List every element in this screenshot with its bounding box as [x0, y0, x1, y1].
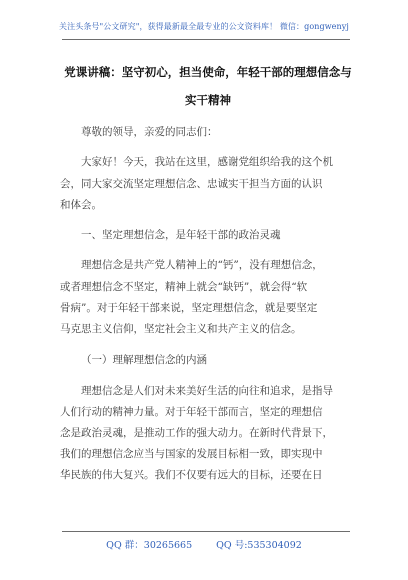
- footer-qq-number: QQ 号:535304092: [216, 540, 302, 551]
- subsection-heading-1: （一）理解理想信念的内涵: [81, 354, 207, 366]
- document-title-line-2: 实干精神: [185, 93, 231, 107]
- section-heading-1: 一、坚定理想信念，是年轻干部的政治灵魂: [81, 229, 281, 241]
- paragraph-line: 华民族的伟大复兴。我们不仅要有远大的目标，还要在日: [60, 469, 323, 481]
- paragraph-line: 或者理想信念不坚定，精神上就会“缺钙”，就会得“软: [60, 281, 308, 293]
- header-note: 关注头条号"公文研究"，获得最新最全最专业的公文资料库！ 微信：gongwenyj: [59, 22, 349, 31]
- paragraph-line: 骨病”。对于年轻干部来说，坚定理想信念，就是要坚定: [60, 302, 318, 314]
- paragraph-line: 我们的理想信念应当与国家的发展目标相一致，即实现中: [60, 448, 323, 460]
- paragraph-line: 会，同大家交流坚定理想信念、忠诚实干担当方面的认识: [60, 178, 323, 190]
- paragraph-line: 人们行动的精神力量。对于年轻干部而言，坚定的理想信: [60, 406, 323, 418]
- paragraph-line: 大家好！今天，我站在这里，感谢党组织给我的这个机: [81, 156, 333, 168]
- footer-qq-group: QQ 群：30265665: [106, 540, 193, 551]
- footer-divider: [62, 531, 350, 532]
- footer-contact: [0, 537, 408, 551]
- header-divider: [62, 39, 350, 40]
- paragraph-line: 马克思主义信仰，坚定社会主义和共产主义的信念。: [60, 323, 302, 335]
- salutation: 尊敬的领导，亲爱的同志们：: [81, 126, 218, 138]
- paragraph-line: 理想信念是共产党人精神上的“钙”，没有理想信念，: [81, 259, 323, 271]
- paragraph-line: 和体会。: [60, 199, 102, 211]
- paragraph-line: 念是政治灵魂，是推动工作的强大动力。在新时代背景下，: [60, 427, 333, 439]
- paragraph-line: 理想信念是人们对未来美好生活的向往和追求，是指导: [81, 385, 333, 397]
- document-title-line-1: 党课讲稿：坚守初心，担当使命，年轻干部的理想信念与: [64, 65, 352, 79]
